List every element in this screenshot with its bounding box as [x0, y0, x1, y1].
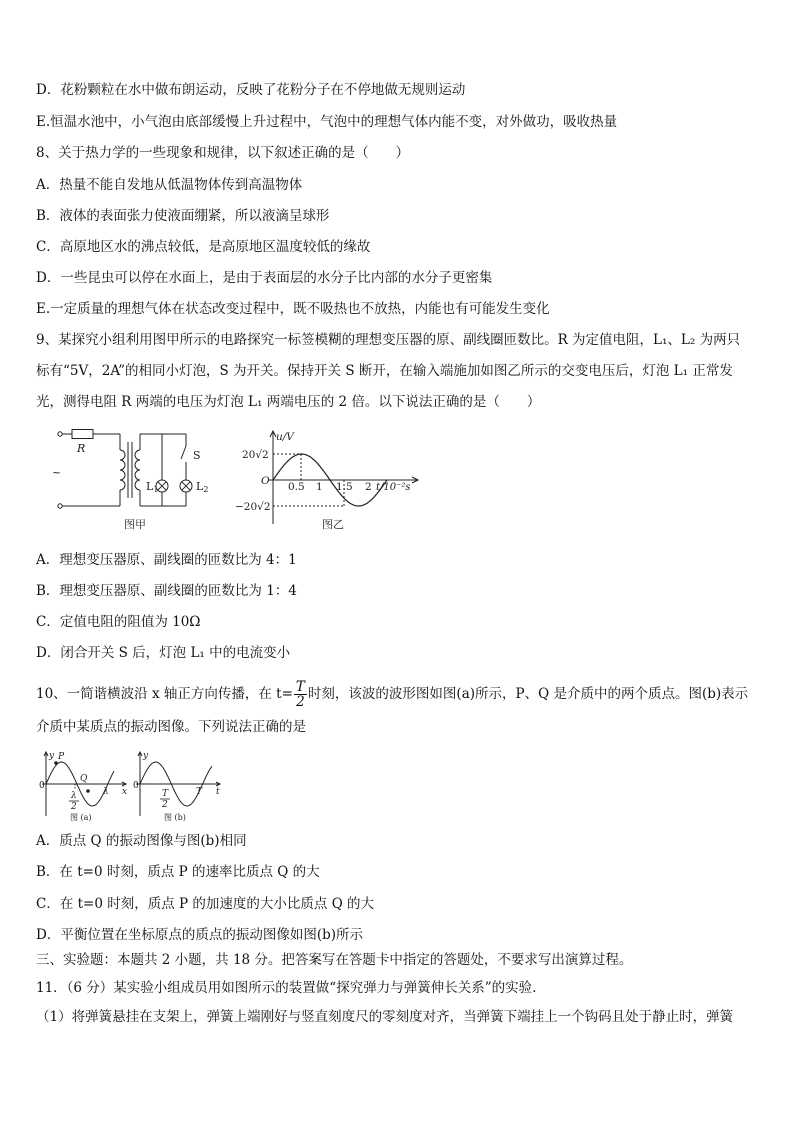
q8-option-e: E.一定质量的理想气体在状态改变过程中，既不吸热也不放热，内能也有可能发生变化 — [36, 301, 550, 317]
lambda-half-num: λ — [71, 791, 77, 801]
q9-option-a: A．理想变压器原、副线圈的匝数比为 4：1 — [36, 552, 297, 568]
t-half-den: 2 — [162, 800, 168, 810]
y-axis-label: u/V — [276, 431, 294, 443]
ac-source-symbol: ~ — [52, 466, 62, 479]
option-e-q7: E.恒温水池中，小气泡由底部缓慢上升过程中，气泡中的理想气体内能不变，对外做功，吸收热量 — [36, 114, 618, 130]
y-tick-min: −20√2 — [235, 501, 271, 513]
q9-option-d: D．闭合开关 S 后，灯泡 L₁ 中的电流变小 — [36, 645, 291, 661]
lamp-l1-label: L1 — [146, 480, 159, 494]
q10-option-d: D．平衡位置在坐标原点的质点的振动图像如图(b)所示 — [36, 927, 363, 943]
fig-b-y-label: y — [143, 751, 149, 761]
figure-jia-caption: 图甲 — [124, 518, 146, 531]
x-tick-1-5: 1.5 — [336, 481, 353, 493]
q8-option-d: D．一些昆虫可以停在水面上，是由于表面层的水分子比内部的水分子更密集 — [36, 270, 493, 286]
period-label: T — [196, 787, 203, 797]
resistor-label: R — [77, 442, 86, 455]
question-9-line-3: 光，测得电阻 R 两端的电压为灯泡 L₁ 两端电压的 2 倍。以下说法正确的是（ ） — [36, 394, 541, 410]
x-tick-1: 1 — [316, 481, 323, 493]
question-11-stem: 11．（6 分）某实验小组成员用如图所示的装置做“探究弹力与弹簧伸长关系”的实验. — [36, 980, 537, 996]
q8-option-c: C．高原地区水的沸点较低，是高原地区温度较低的缘故 — [36, 239, 371, 255]
q10-option-a: A．质点 Q 的振动图像与图(b)相同 — [36, 833, 247, 849]
t-over-2-fraction: $\frac{T}{2}$ — [295, 679, 305, 710]
voltage-chart-yi — [228, 428, 424, 534]
fig-a-y-label: y — [49, 751, 55, 761]
lambda-half-den: 2 — [71, 802, 77, 812]
question-11-part-1: （1）将弹簧悬挂在支架上，弹簧上端刚好与竖直刻度尺的零刻度对齐，当弹簧下端挂上一个钩码且处于静止时，弹簧 — [36, 1009, 734, 1025]
fig-a-x-label: x — [122, 787, 128, 797]
point-p-label: P — [58, 752, 65, 762]
circuit-figure-jia — [48, 422, 220, 534]
fig-a-origin: 0 — [39, 781, 45, 791]
t-half-num: T — [162, 789, 169, 799]
x-tick-0-5: 0.5 — [288, 481, 305, 493]
question-10-line-1 — [36, 680, 748, 709]
lamp-l2-label: L2 — [196, 480, 209, 494]
q10-text-after-fraction: 时刻，该波的波形图如图(a)所示，P、Q 是介质中的两个质点。图(b)表示 — [307, 686, 749, 702]
section-3-heading: 三、实验题：本题共 2 小题，共 18 分。把答案写在答题卡中指定的答题处，不要求写出演算过程。 — [36, 952, 633, 968]
question-8-stem: 8、关于热力学的一些现象和规律，以下叙述正确的是（ ） — [36, 145, 410, 161]
question-9-line-1: 9、某探究小组利用图甲所示的电路探究一标签模糊的理想变压器的原、副线圈匝数比。R 为定值电阻，L₁、L₂ 为两只 — [36, 332, 741, 348]
option-d-q7: D．花粉颗粒在水中做布朗运动，反映了花粉分子在不停地做无规则运动 — [36, 82, 466, 98]
origin-label: O — [261, 475, 270, 487]
lambda-label: λ — [103, 787, 109, 797]
q9-option-c: C．定值电阻的阻值为 10Ω — [36, 614, 201, 630]
switch-label: S — [193, 449, 201, 462]
q8-option-a: A．热量不能自发地从低温物体传到高温物体 — [36, 177, 303, 193]
wave-figure-a — [36, 750, 132, 822]
figure-yi-caption: 图乙 — [322, 518, 344, 531]
question-9-line-2: 标有“5V，2A”的相同小灯泡，S 为开关。保持开关 S 断开，在输入端施加如图乙所示的交变电压后，灯泡 L₁ 正常发 — [36, 363, 733, 379]
x-axis-label: t/10⁻²s — [376, 482, 411, 493]
fig-b-origin: 0 — [133, 781, 139, 791]
point-q-label: Q — [80, 774, 88, 784]
x-tick-2: 2 — [365, 481, 372, 493]
question-10-line-2: 介质中某质点的振动图像。下列说法正确的是 — [36, 719, 306, 735]
q10-text-before-fraction: 10、一简谐横波沿 x 轴正方向传播，在 t= — [36, 686, 293, 702]
q8-option-b: B．液体的表面张力使液面绷紧，所以液滴呈球形 — [36, 208, 330, 224]
figure-b-caption: 图 (b) — [164, 813, 186, 822]
q10-option-b: B．在 t=0 时刻，质点 P 的速率比质点 Q 的大 — [36, 864, 320, 880]
q10-option-c: C．在 t=0 时刻，质点 P 的加速度的大小比质点 Q 的大 — [36, 896, 375, 912]
y-tick-max: 20√2 — [242, 449, 269, 461]
fig-b-t-label: t — [216, 787, 220, 797]
vibration-figure-b — [130, 750, 226, 822]
q9-option-b: B．理想变压器原、副线圈的匝数比为 1：4 — [36, 583, 297, 599]
figure-a-caption: 图 (a) — [70, 813, 92, 822]
